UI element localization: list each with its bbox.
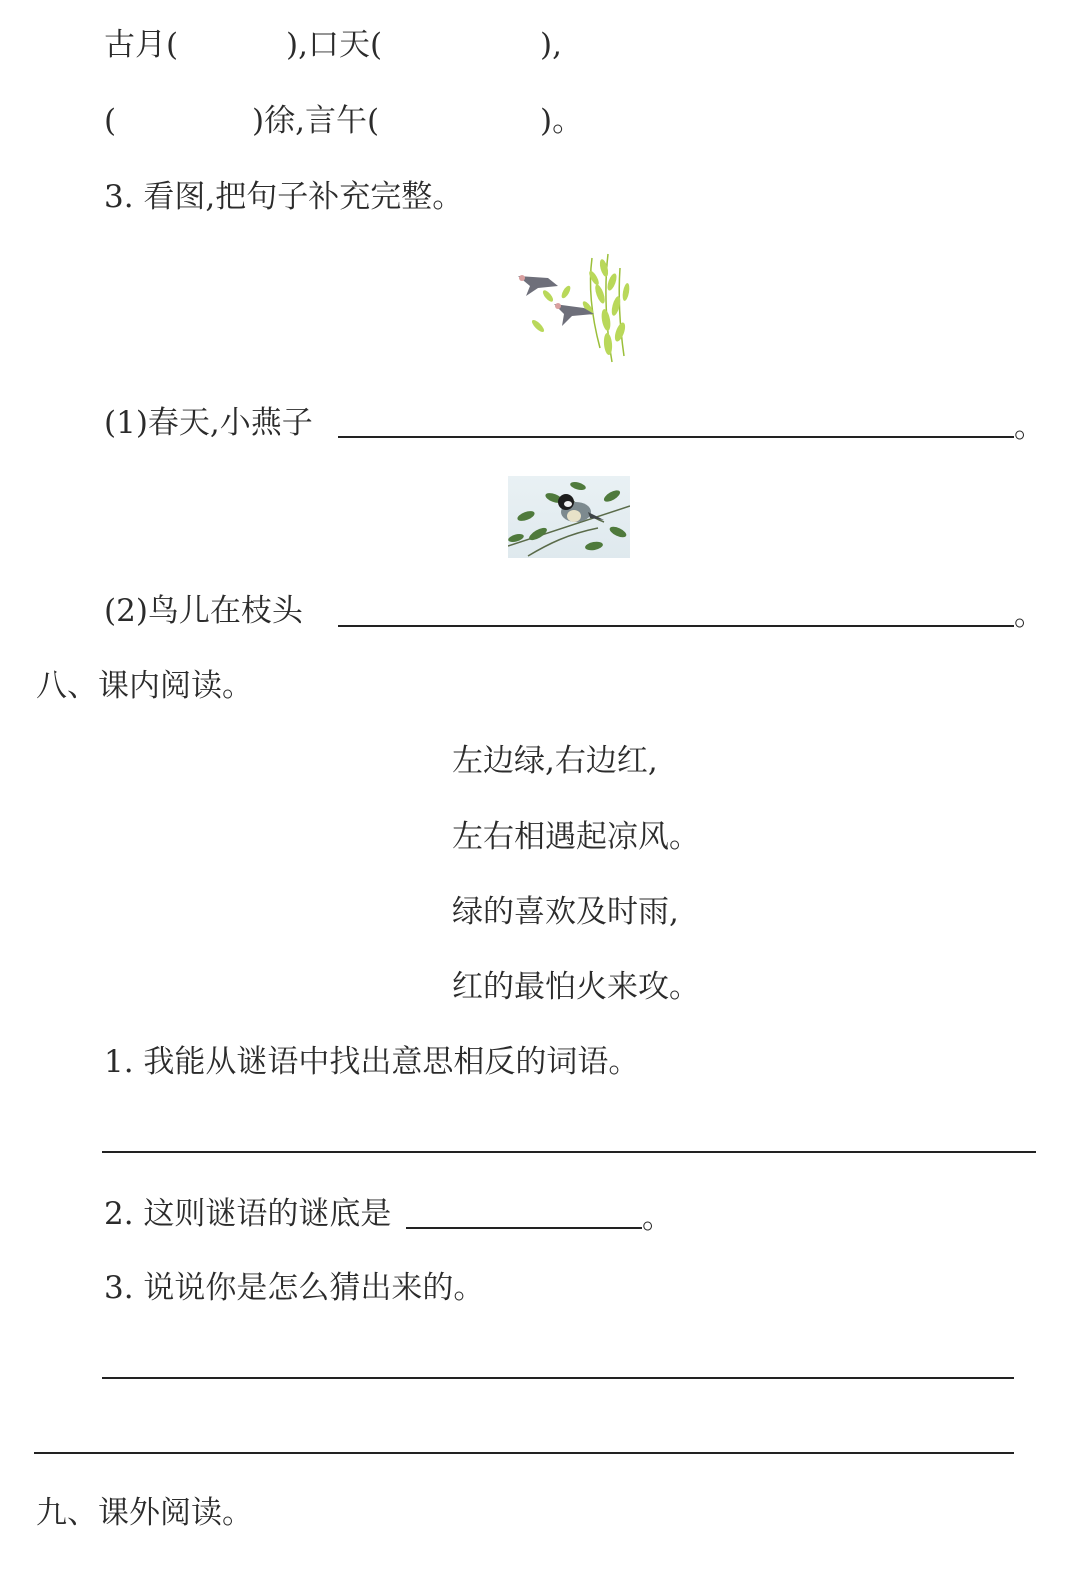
q3-item1-answer-line[interactable] [338, 436, 1014, 438]
section8-q2-prefix: 2. 这则谜语的谜底是 [104, 1196, 392, 1232]
q3-item2-prefix: (2)鸟儿在枝头 [104, 593, 303, 629]
riddle-line-4: 红的最怕火来攻。 [452, 969, 700, 1005]
section9-heading: 九、课外阅读。 [36, 1495, 253, 1531]
section8-q2-answer-line[interactable] [406, 1227, 642, 1229]
q2-line1-part3: ), [540, 27, 562, 63]
riddle-line-2: 左右相遇起凉风。 [452, 819, 700, 855]
section8-q1-answer-line[interactable] [102, 1151, 1036, 1153]
section8-q1: 1. 我能从谜语中找出意思相反的词语。 [104, 1044, 640, 1080]
q2-line1-part1: 古月( [104, 27, 179, 63]
section8-q3-answer-line-1[interactable] [102, 1377, 1014, 1379]
section8-heading: 八、课内阅读。 [36, 668, 253, 704]
q3-item2-suffix: 。 [1014, 597, 1045, 633]
riddle-line-3: 绿的喜欢及时雨, [452, 894, 679, 930]
section8-q3: 3. 说说你是怎么猜出来的。 [104, 1270, 485, 1306]
bird-on-branch-icon [508, 476, 630, 558]
q2-line2-part1: ( [104, 103, 117, 139]
swallows-willow-icon [508, 248, 632, 366]
q3-item1-suffix: 。 [1014, 409, 1045, 445]
q2-line2-part2: )徐,言午( [252, 103, 380, 139]
q3-item2-answer-line[interactable] [338, 625, 1014, 627]
q2-line1-part2: ),口天( [286, 27, 383, 63]
section8-q2-suffix: 。 [642, 1200, 673, 1236]
riddle-line-1: 左边绿,右边红, [452, 743, 658, 779]
q2-line2-part3: )。 [540, 103, 584, 139]
q3-item1-prefix: (1)春天,小燕子 [104, 405, 313, 441]
q3-heading: 3. 看图,把句子补充完整。 [104, 179, 464, 215]
section8-q3-answer-line-2[interactable] [34, 1452, 1014, 1454]
